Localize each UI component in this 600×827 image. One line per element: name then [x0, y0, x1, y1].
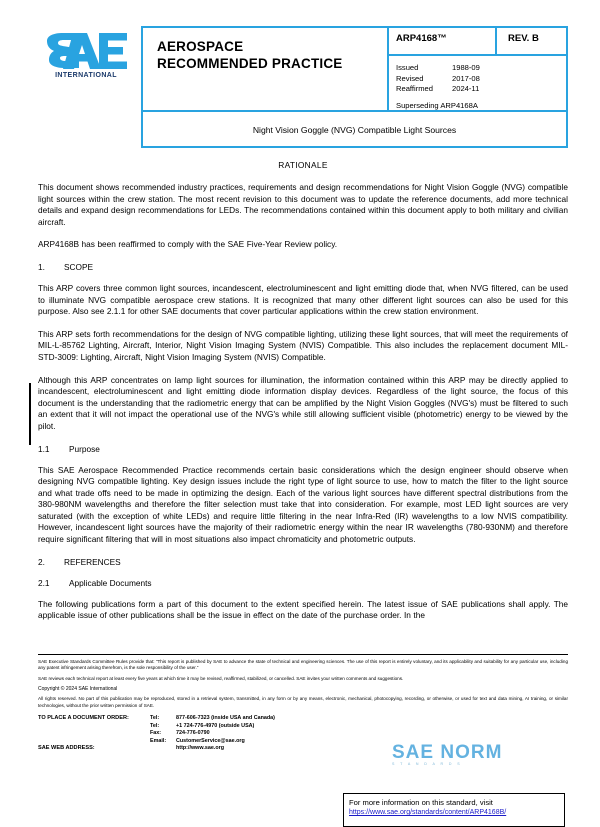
- order-row-tel-intl: [38, 723, 568, 731]
- date-label-issued: Issued: [396, 63, 419, 72]
- date-label-reaffirmed: Reaffirmed: [396, 84, 434, 93]
- order-row-web: [38, 745, 568, 753]
- header-title-line1: AEROSPACE: [157, 39, 244, 54]
- scope-paragraph-3: Although this ARP concentrates on lamp light sources for illumination, the information contained within this ARP may be directly applied to incandescent, electroluminescent and light emitting diode information display devices. Regardless of the light source, the focus of this document is the understanding that the radiometric energy that can be amplified by the Night Vision Goggles (NVG's) must be filtered to such an extent that it will not impact the operational use of the NVG's while still allowing sufficient visible (photometric) energy to be viewed by the pilot.: [38, 374, 568, 431]
- order-label: TO PLACE A DOCUMENT ORDER:: [38, 715, 129, 722]
- watermark-text: SAE NORM: [392, 742, 503, 763]
- footer-copyright: Copyright © 2024 SAE International: [38, 686, 118, 693]
- scope-paragraph-1: This ARP covers three common light sources, incandescent, electroluminescent and light emitting diode that, when NVG filtered, can be used to illuminate NVG compatible aerospace crew stations. It is recognized that many other different light sources can also be used for this purpose. Also see 2.1.1 for other SAE documents that cover particular applications within the crew station environment.: [38, 282, 568, 317]
- sae-logo-subtitle: INTERNATIONAL: [55, 72, 117, 79]
- date-list: [389, 56, 566, 98]
- section-label-purpose: Purpose: [69, 443, 100, 454]
- contact-value-tel-usa: 877-606-7323 (inside USA and Canada): [176, 715, 275, 722]
- purpose-paragraph: This SAE Aerospace Recommended Practice recommends certain basic considerations which the design engineer should observe when designing NVG compatible lighting. Key design issues include the right type of light source to use, how to match the filter to the light source and what trade offs need to be made in optimizing the design. Each of the various light sources have different spectral distributions from the 380-980NM wavelengths and therefore the filter selection must take that into consideration. For example, most LED light sources are very saturated (with the exception of white LEDs) and require little filtering in the near Infra-Red (IR) wavelengths to a low NVIS compatibility. However, incandescent light sources have the majority of their radiometric energy within the near IR wavelengths (780-930NM) and therefore require significant filtering that will in most situations also impact chromaticity and photometric outputs.: [38, 464, 568, 545]
- date-row-reaffirmed: [396, 84, 566, 95]
- section-heading-purpose: [38, 444, 568, 454]
- header-box: [141, 26, 568, 148]
- web-key-spacer: [150, 745, 176, 753]
- contact-key-fax: Fax:: [150, 730, 162, 737]
- contact-key-email: Email:: [150, 737, 167, 744]
- date-row-revised: [396, 74, 566, 85]
- date-label-revised: Revised: [396, 73, 424, 83]
- section-number-1: 1.: [38, 261, 45, 272]
- footer-rights-paragraph: All rights reserved. No part of this publication may be reproduced, stored in a retrieval system, transmitted, in any form or by any means, electronic, mechanical, photocopying, recording, or otherwise, or used for text and data mining, AI training, or similar technologies, without the prior written permission of SAE.: [38, 696, 568, 708]
- header-doc-type: [143, 28, 389, 110]
- footer-review-paragraph: SAE reviews each technical report at least every five years at which time it may be revised, reaffirmed, stabilized, or cancelled. SAE invites your written comments and suggestions.: [38, 675, 404, 681]
- sae-logo: [38, 32, 134, 79]
- rationale-heading: RATIONALE: [278, 160, 328, 170]
- order-contact-block: [38, 715, 568, 817]
- applicable-documents-paragraph: The following publications form a part of this document to the extent specified herein. The latest issue of SAE publications shall apply. The applicable issue of other publications shall be the issue in effect on the date of the purchase order. In the: [38, 598, 568, 621]
- order-row-email: [38, 738, 568, 746]
- section-heading-scope: [38, 262, 568, 272]
- contact-key-tel-usa: Tel:: [150, 715, 160, 722]
- watermark-subtext: S T A N D A R D S: [392, 762, 463, 766]
- contact-value-fax: 724-776-0790: [176, 730, 210, 737]
- web-address-label: SAE WEB ADDRESS:: [38, 745, 95, 752]
- document-number: ARP4168™: [389, 28, 497, 54]
- order-label-spacer-2: [38, 730, 150, 738]
- date-row-issued: [396, 63, 566, 74]
- more-information-text: For more information on this standard, visit: [349, 798, 493, 808]
- header-title-line2: RECOMMENDED PRACTICE: [157, 56, 343, 71]
- date-value-issued: 1988-09: [452, 63, 480, 72]
- sae-logo-icon: [43, 32, 129, 70]
- document-body: [38, 160, 568, 633]
- standard-url-link[interactable]: https://www.sae.org/standards/content/ARP4168B/: [349, 809, 507, 817]
- section-heading-applicable-documents: [38, 578, 568, 588]
- contact-value-email[interactable]: CustomerService@sae.org: [176, 737, 245, 744]
- revision-label: REV. B: [508, 33, 539, 44]
- document-header: [38, 26, 568, 148]
- date-value-reaffirmed: 2024-11: [452, 84, 480, 93]
- date-value-revised: 2017-08: [452, 73, 480, 83]
- document-title: Night Vision Goggle (NVG) Compatible Light Sources: [143, 110, 566, 148]
- more-information-box: [343, 793, 565, 827]
- section-number-2: 2.: [38, 556, 45, 567]
- document-footer: [38, 654, 568, 817]
- order-row-fax: [38, 730, 568, 738]
- superseding-note: Superseding ARP4168A: [396, 101, 478, 110]
- rationale-paragraph: This document shows recommended industry practices, requirements and design recommendations for Night Vision Goggle (NVG) compatible light sources within the crew station. The most recent revision to this document was to update the reference documents, add more technical details and expand design recommendations for LEDs. The recommendations contained within this document apply to both military and civilian aircraft.: [38, 182, 568, 227]
- section-heading-references: [38, 557, 568, 567]
- order-label-spacer-3: [38, 738, 150, 746]
- section-number-1-1: 1.1: [38, 443, 50, 454]
- web-address-value[interactable]: http://www.sae.org: [176, 745, 225, 752]
- scope-paragraph-2: This ARP sets forth recommendations for the design of NVG compatible lighting, utilizing these light sources, that will meet the requirements of MIL-L-85762 Lighting, Aircraft, Interior, Night Vision Imaging System (NVIS) Compatible. This also includes the replacement document MIL-STD-3009: Lighting, Aircraft, Night Vision Imaging System (NVIS) Compatible.: [38, 328, 568, 362]
- section-label-applicable-documents: Applicable Documents: [69, 577, 152, 588]
- contact-key-tel-intl: Tel:: [150, 722, 160, 729]
- order-row-tel-usa: [38, 715, 568, 723]
- section-label-references: REFERENCES: [64, 556, 121, 567]
- section-label-scope: SCOPE: [64, 261, 94, 272]
- revision-change-bar: [29, 383, 31, 445]
- section-number-2-1: 2.1: [38, 577, 50, 588]
- order-label-spacer: [38, 723, 150, 731]
- contact-value-tel-intl: +1 724-776-4970 (outside USA): [176, 722, 255, 729]
- footer-divider: [38, 654, 568, 655]
- reaffirmation-paragraph: ARP4168B has been reaffirmed to comply with the SAE Five-Year Review policy.: [38, 239, 338, 250]
- footer-rules-paragraph: SAE Executive Standards Committee Rules provide that: “This report is published by SAE to advance the state of technical and engineering sciences. The use of this report is entirely voluntary, and its applicability and suitability for any particular use, including any patent infringement arising therefrom, is the sole responsibility of the user.”: [38, 659, 568, 671]
